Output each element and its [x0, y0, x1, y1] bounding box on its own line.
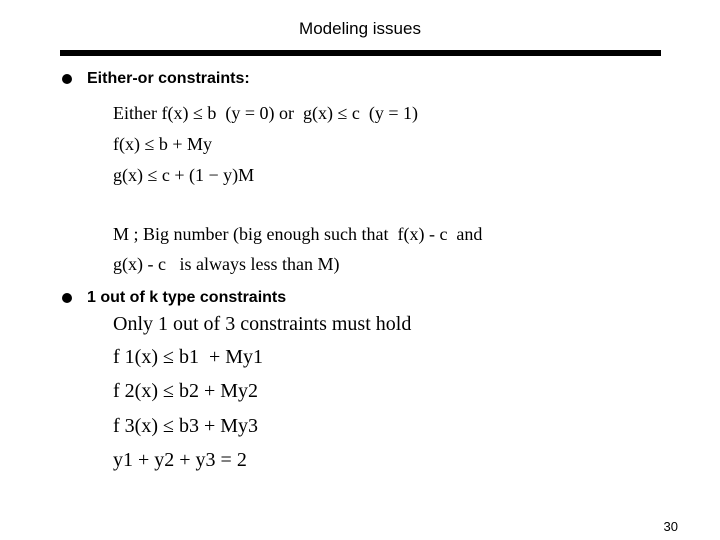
equation-line: y1 + y2 + y3 = 2 — [113, 449, 247, 471]
equation-line: f 1(x) ≤ b1 + My1 — [113, 346, 264, 368]
slide-title: Modeling issues — [299, 19, 421, 38]
bullet-icon — [62, 74, 72, 84]
equation-line: g(x) - c is always less than M) — [113, 254, 340, 274]
section-heading: Either-or constraints: — [87, 70, 250, 87]
bullet-1-out-of-k — [62, 289, 286, 307]
bullet-icon — [62, 293, 72, 303]
section-heading: 1 out of k type constraints — [87, 289, 287, 306]
page-number: 30 — [663, 519, 678, 534]
equation-line: f 3(x) ≤ b3 + My3 — [113, 415, 259, 437]
bullet-either-or — [62, 70, 250, 88]
equation-line: Either f(x) ≤ b (y = 0) or g(x) ≤ c (y = 1) — [113, 103, 418, 123]
equation-line: M ; Big number (big enough such that f(x) - c and — [113, 224, 483, 244]
equation-line: Only 1 out of 3 constraints must hold — [113, 313, 412, 335]
equation-line: f 2(x) ≤ b2 + My2 — [113, 380, 259, 402]
equation-line: g(x) ≤ c + (1 − y)M — [113, 165, 255, 185]
equation-line: f(x) ≤ b + My — [113, 134, 213, 154]
title-divider — [60, 50, 661, 56]
